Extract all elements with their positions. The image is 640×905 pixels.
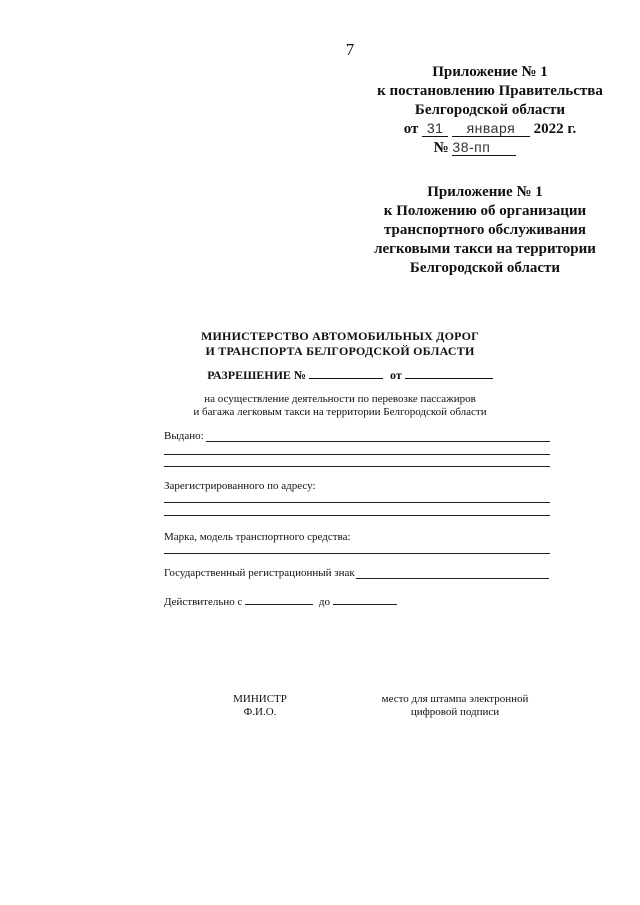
permit-from-label: от xyxy=(390,368,402,382)
stamp-line2: цифровой подписи xyxy=(410,706,500,718)
permit-purpose xyxy=(170,393,510,419)
date-day: 31 xyxy=(422,121,448,137)
valid-to-blank[interactable] xyxy=(333,594,397,605)
vehicle-label: Марка, модель транспортного средства: xyxy=(164,531,351,543)
annex-resolution-block xyxy=(360,63,620,158)
page-number: 7 xyxy=(345,40,355,59)
vehicle-line[interactable] xyxy=(164,553,550,554)
annex-regulation-line1: к Положению об организации xyxy=(383,203,587,219)
annex-regulation-line4: Белгородской области xyxy=(409,260,561,276)
date-year: 2022 г. xyxy=(533,121,577,137)
issued-to-line-1[interactable] xyxy=(206,441,550,442)
date-month: января xyxy=(452,121,530,137)
ministry-line2: И ТРАНСПОРТА БЕЛГОРОДСКОЙ ОБЛАСТИ xyxy=(205,344,475,358)
date-prefix: от xyxy=(403,121,419,137)
minister-name: Ф.И.О. xyxy=(243,706,277,718)
ministry-header xyxy=(200,329,480,359)
permit-number-blank[interactable] xyxy=(309,367,383,379)
annex-regulation-line3: легковыми такси на территории xyxy=(374,241,596,257)
valid-from-label: Действительно с xyxy=(164,596,243,608)
valid-to-label: до xyxy=(318,596,331,608)
permit-line xyxy=(190,367,510,383)
annex-regulation-title: Приложение № 1 xyxy=(427,184,543,200)
minister-title: МИНИСТР xyxy=(233,693,287,705)
permit-label: РАЗРЕШЕНИЕ № xyxy=(207,368,306,382)
plate-label: Государственный регистрационный знак xyxy=(164,567,355,579)
address-label: Зарегистрированного по адресу: xyxy=(164,480,316,492)
issued-to-line-2[interactable] xyxy=(164,454,550,455)
address-line-1[interactable] xyxy=(164,502,550,503)
validity-row xyxy=(164,594,397,608)
issued-to-line-3[interactable] xyxy=(164,466,550,467)
address-line-2[interactable] xyxy=(164,515,550,516)
plate-line[interactable] xyxy=(356,578,549,579)
resolution-number: 38-пп xyxy=(452,140,516,156)
annex-resolution-title: Приложение № 1 xyxy=(432,64,548,80)
annex-resolution-line1: к постановлению Правительства xyxy=(377,83,603,99)
ministry-line1: МИНИСТЕРСТВО АВТОМОБИЛЬНЫХ ДОРОГ xyxy=(201,329,479,343)
stamp-place xyxy=(370,693,540,719)
permit-date-blank[interactable] xyxy=(405,367,493,379)
annex-regulation-block xyxy=(345,183,625,278)
annex-regulation-line2: транспортного обслуживания xyxy=(383,222,587,238)
stamp-line1: место для штампа электронной xyxy=(381,693,529,705)
purpose-line1: на осуществление деятельности по перевозке пассажиров xyxy=(204,393,476,405)
annex-resolution-line2: Белгородской области xyxy=(414,102,566,118)
minister-block xyxy=(220,693,300,719)
annex-resolution-date xyxy=(360,120,620,139)
issued-to-label: Выдано: xyxy=(164,430,204,442)
valid-from-blank[interactable] xyxy=(245,594,313,605)
purpose-line2: и багажа легковым такси на территории Белгородской области xyxy=(193,406,487,418)
number-prefix: № xyxy=(433,140,449,156)
annex-resolution-number xyxy=(330,139,620,158)
